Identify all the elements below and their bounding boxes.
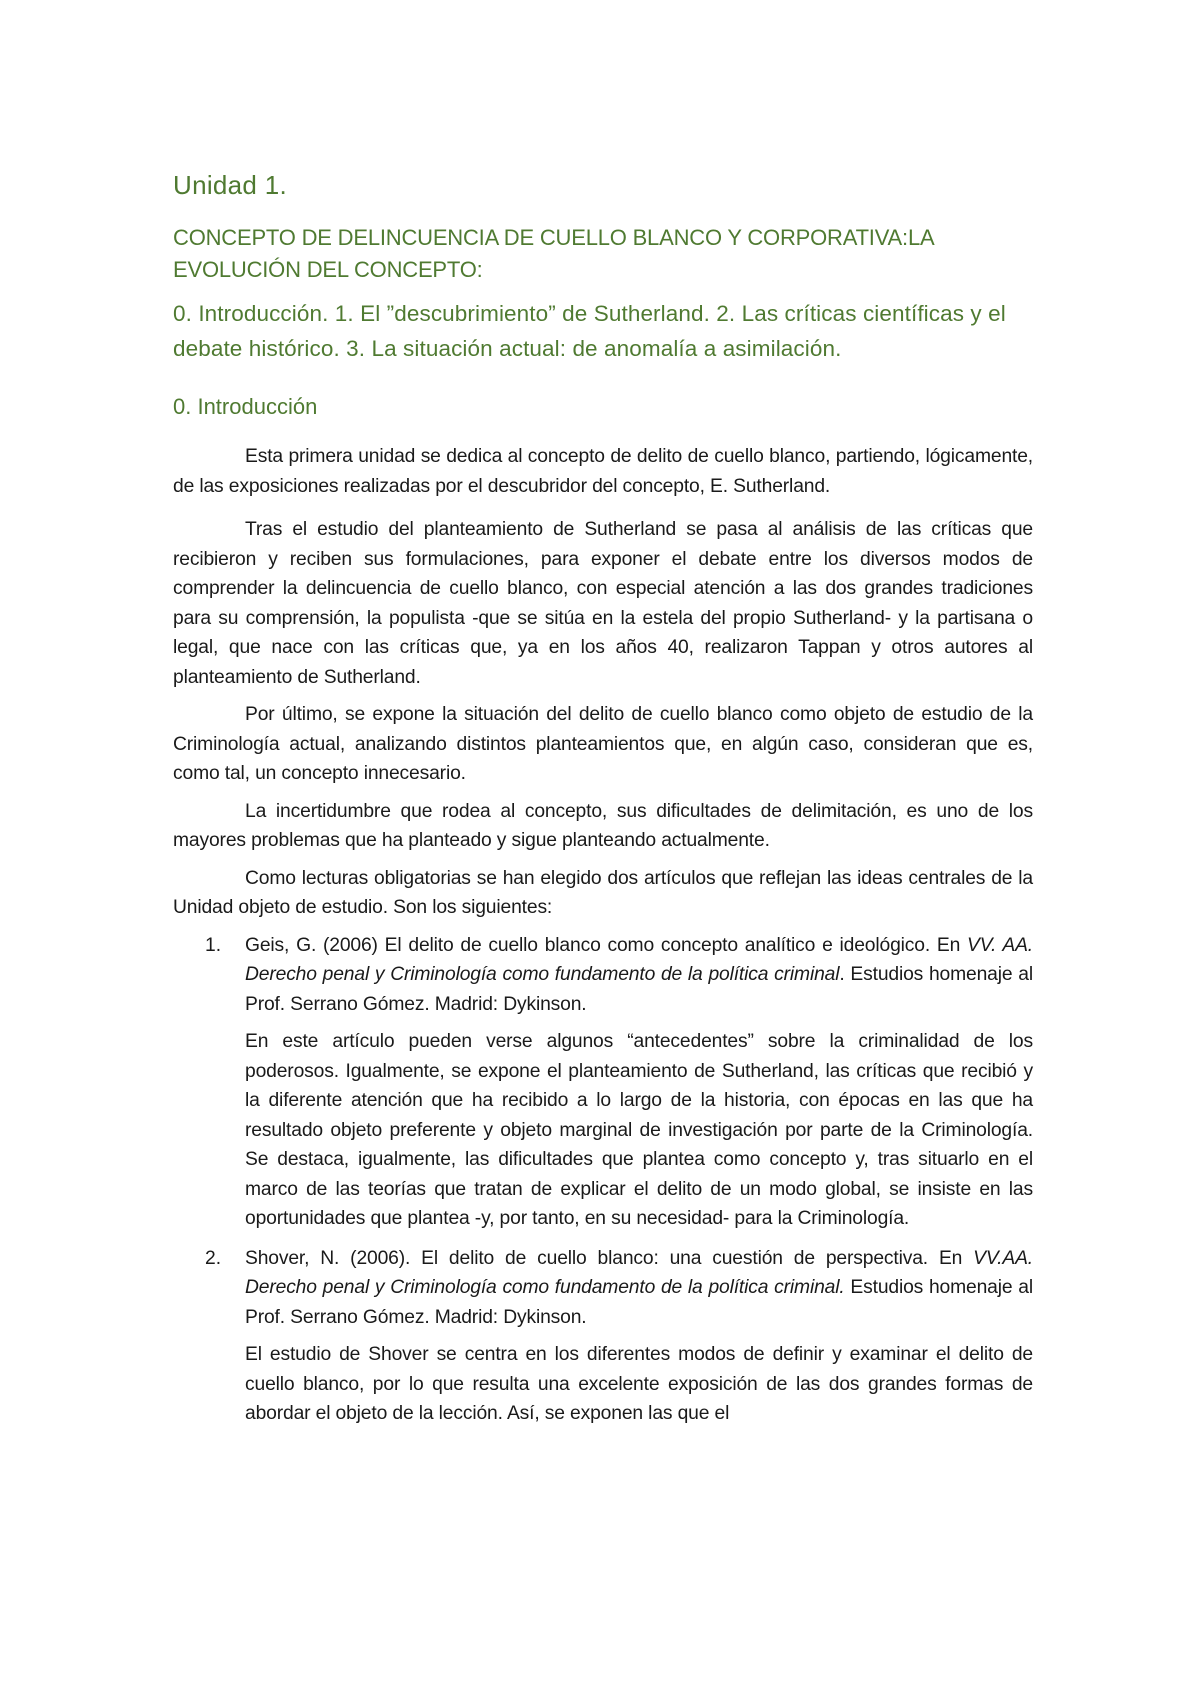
reading-item-geis [173,931,1033,1234]
reading-reference [245,931,1033,1020]
reading-number: 1. [205,934,222,956]
reading-number: 2. [205,1247,222,1269]
reading-item-shover [173,1244,1033,1429]
unit-title: Unidad 1. [173,170,287,200]
reference-italic-title: VV. AA. Derecho penal y Criminología como fundamento de la política criminal [245,934,1033,985]
paragraph-critiques: Tras el estudio del planteamiento de Sutherland se pasa al análisis de las críticas que recibieron y reciben sus formulaciones, para exponer el debate entre los diversos modos de comprender la delincuencia de cuello blanco, con especial atención a las dos grandes tradiciones para su comprensión, la populista -que se sitúa en la estela del propio Sutherland- y la partisana o legal, que nace con las críticas que, ya en los años 40, realizaron Tappan y otros autores al planteamiento de Sutherland. [173,519,1033,688]
reference-text: Shover, N. (2006). El delito de cuello blanco: una cuestión de perspectiva. En [245,1247,974,1269]
reference-text: Geis, G. (2006) El delito de cuello blanco como concepto analítico e ideológico. En [245,934,968,956]
readings-list [173,931,1033,1429]
reference-text-end: Estudios homenaje al Prof. Serrano Gómez. Madrid: Dykinson. [245,1277,1033,1328]
unit-index: 0. Introducción. 1. El ”descubrimiento” de Sutherland. 2. Las críticas científicas y el debate histórico. 3. La situación actual: de anomalía a asimilación. [173,301,1006,361]
reading-summary: El estudio de Shover se centra en los diferentes modos de definir y examinar el delito de cuello blanco, por lo que resulta una excelente exposición de las dos grandes formas de abordar el objeto de la lección. Así, se exponen las que el [245,1344,1033,1424]
reference-text-end: . Estudios homenaje al Prof. Serrano Gómez. Madrid: Dykinson. [245,964,1033,1015]
paragraph-current-situation: Por último, se expone la situación del delito de cuello blanco como objeto de estudio de la Criminología actual, analizando distintos planteamientos que, en algún caso, consideran que es, como tal, un concepto innecesario. [173,704,1033,784]
document-page [173,168,1033,1439]
paragraph-uncertainty: La incertidumbre que rodea al concepto, sus dificultades de delimitación, es uno de los mayores problemas que ha planteado y sigue planteando actualmente. [173,800,1033,851]
paragraph-readings-intro: Como lecturas obligatorias se han elegido dos artículos que reflejan las ideas centrales de la Unidad objeto de estudio. Son los siguientes: [173,867,1033,918]
reading-reference [245,1244,1033,1333]
paragraph-intro: Esta primera unidad se dedica al concepto de delito de cuello blanco, partiendo, lógicamente, de las exposiciones realizadas por el descubridor del concepto, E. Sutherland. [173,446,1033,497]
reading-summary: En este artículo pueden verse algunos “antecedentes” sobre la criminalidad de los poderosos. Igualmente, se expone el planteamiento de Sutherland, las críticas que recibió y la diferente atención que ha recibido a lo largo de la historia, con épocas en las que ha resultado objeto preferente y objeto marginal de investigación por parte de la Criminología. Se destaca, igualmente, las dificultades que plantea como concepto y, tras situarlo en el marco de las teorías que tratan de explicar el delito de un modo global, se insiste en las oportunidades que plantea -y, por tanto, en su necesidad- para la Criminología. [245,1031,1033,1229]
unit-subtitle: CONCEPTO DE DELINCUENCIA DE CUELLO BLANCO Y CORPORATIVA:LA EVOLUCIÓN DEL CONCEPTO: [173,225,934,282]
reference-italic-title: VV.AA. Derecho penal y Criminología como fundamento de la política criminal. [245,1247,1033,1298]
section-heading-introduccion: 0. Introducción [173,394,318,419]
